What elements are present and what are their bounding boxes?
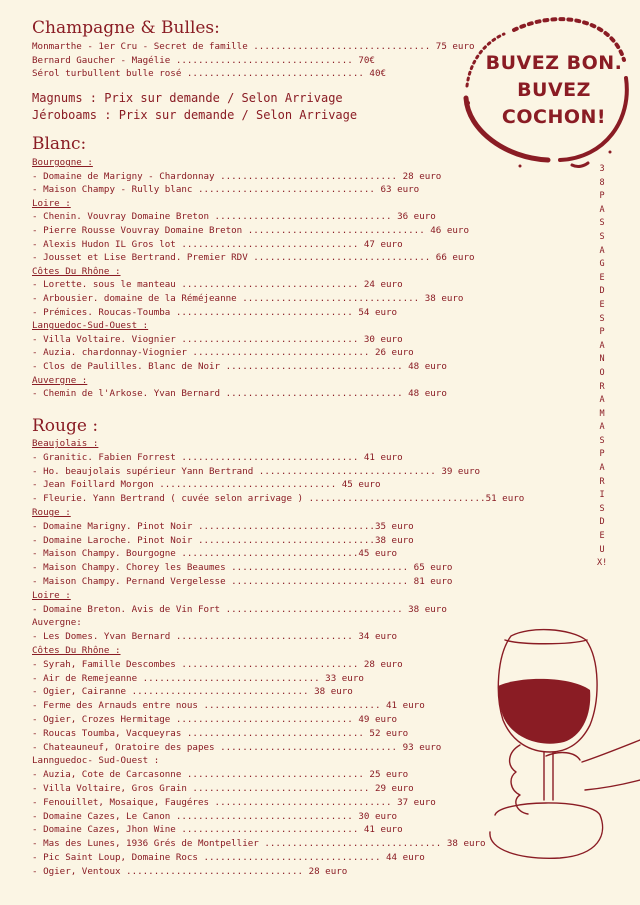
wine-item: Auvergne: bbox=[32, 617, 82, 629]
rouge-heading: Rouge : bbox=[32, 416, 99, 436]
wine-item: - Auzia. chardonnay-Viognier ................................ 26 euro bbox=[32, 347, 414, 359]
wine-item: - Prémices. Roucas-Toumba ................................ 54 euro bbox=[32, 306, 398, 318]
wine-item: - Pierre Rousse Vouvray Domaine Breton ................................ 46 euro bbox=[32, 225, 469, 236]
wine-item: - Clos de Paulilles. Blanc de Noir ................................ 48 euro bbox=[32, 361, 447, 372]
wine-item: - Domaine Laroche. Pinot Noir ................................38 euro bbox=[32, 534, 414, 546]
stamp-line: BUVEZ BON. bbox=[485, 52, 623, 74]
region-heading: Côtes Du Rhône : bbox=[32, 645, 121, 656]
wine-item: - Maison Champy - Rully blanc ................................ 63 euro bbox=[32, 184, 420, 196]
wine-item: - Alexis Hudon IL Gros lot ................................ 47 euro bbox=[32, 238, 403, 250]
champagne-item: Bernard Gaucher - Magélie ................................ 70€ bbox=[32, 55, 375, 66]
wine-item: - Domaine Cazes, Le Canon ................................ 30 euro bbox=[32, 810, 398, 822]
wine-item: - Fenouillet, Mosaique, Faugéres ................................ 37 euro bbox=[32, 796, 436, 808]
wine-item: - Mas des Lunes, 1936 Grés de Montpellier ................................ 38 euro bbox=[32, 838, 486, 850]
region-heading: Loire : bbox=[32, 589, 71, 601]
region-heading: Bourgogne : bbox=[32, 157, 93, 168]
wine-item: - Les Domes. Yvan Bernard ................................ 34 euro bbox=[32, 631, 398, 643]
wine-item: - Chenin. Vouvray Domaine Breton ................................ 36 euro bbox=[32, 211, 436, 223]
wine-item: - Pic Saint Loup, Domaine Rocs ................................ 44 euro bbox=[32, 852, 425, 863]
wine-item: - Ogier, Crozes Hermitage ................................ 49 euro bbox=[32, 714, 398, 725]
wine-item: - Air de Remejeanne ................................ 33 euro bbox=[32, 672, 364, 684]
wine-item: - Maison Champy. Pernand Vergelesse ................................ 81 euro bbox=[32, 576, 453, 587]
wine-item: - Domaine Cazes, Jhon Wine ................................ 41 euro bbox=[32, 824, 403, 836]
blanc-heading: Blanc: bbox=[32, 134, 87, 154]
magnums-note: Magnums : Prix sur demande / Selon Arrivage bbox=[32, 91, 343, 105]
stamp-line: BUVEZ bbox=[517, 79, 591, 101]
wine-item: - Syrah, Famille Descombes ................................ 28 euro bbox=[32, 658, 403, 670]
wine-item: - Lorette. sous le manteau ................................ 24 euro bbox=[32, 279, 403, 291]
wine-item: - Arbousier. domaine de la Réméjeanne ................................ 38 euro bbox=[32, 293, 464, 304]
wine-item: - Granitic. Fabien Forrest ................................ 41 euro bbox=[32, 451, 403, 463]
wine-item: - Ogier, Ventoux ................................ 28 euro bbox=[32, 865, 348, 877]
wine-item: - Jousset et Lise Bertrand. Premier RDV ................................ 66 euro bbox=[32, 252, 475, 264]
wine-item: - Domaine de Marigny - Chardonnay ................................ 28 euro bbox=[32, 170, 442, 182]
vertical-address: 38PASSAGEDESPANORAMASPARISDEUX! bbox=[597, 164, 608, 569]
wine-item: - Ho. beaujolais supérieur Yann Bertrand ................................ 39 euro bbox=[32, 465, 481, 477]
wine-item: - Domaine Breton. Avis de Vin Fort ................................ 38 euro bbox=[32, 603, 447, 615]
region-heading: Beaujolais : bbox=[32, 438, 99, 449]
wine-item: - Auzia, Cote de Carcasonne ................................ 25 euro bbox=[32, 769, 409, 781]
wine-item: - Villa Voltaire, Gros Grain ................................ 29 euro bbox=[32, 783, 414, 794]
wine-item: - Maison Champy. Bourgogne ................................45 euro bbox=[32, 548, 398, 560]
champagne-heading: Champagne & Bulles: bbox=[32, 18, 220, 38]
wine-item: - Chemin de l'Arkose. Yvan Bernard ................................ 48 euro bbox=[32, 388, 447, 400]
region-heading: Auvergne : bbox=[32, 374, 88, 386]
wine-item: - Villa Voltaire. Viognier ................................ 30 euro bbox=[32, 333, 403, 345]
region-heading: Côtes Du Rhône : bbox=[32, 265, 121, 277]
wine-item: - Jean Foillard Morgon ................................ 45 euro bbox=[32, 479, 381, 491]
region-heading: Loire : bbox=[32, 197, 71, 209]
wine-item: - Fleurie. Yann Bertrand ( cuvée selon arrivage ) ................................51 euro bbox=[32, 493, 525, 505]
region-heading: Languedoc-Sud-Ouest : bbox=[32, 320, 149, 332]
wine-item: - Ogier, Cairanne ................................ 38 euro bbox=[32, 686, 353, 698]
wine-item: Lannguedoc- Sud-Ouest : bbox=[32, 755, 160, 767]
wine-item: - Roucas Toumba, Vacqueyras ................................ 52 euro bbox=[32, 727, 409, 739]
wine-item: - Maison Champy. Chorey les Beaumes ................................ 65 euro bbox=[32, 562, 453, 574]
champagne-item: Sérol turbullent bulle rosé ................................ 40€ bbox=[32, 68, 387, 79]
stamp-line: COCHON! bbox=[501, 106, 607, 128]
jeroboams-note: Jéroboams : Prix sur demande / Selon Arrivage bbox=[32, 108, 358, 122]
wine-item: - Ferme des Arnauds entre nous ................................ 41 euro bbox=[32, 700, 425, 712]
region-heading: Rouge : bbox=[32, 507, 71, 518]
wine-item: - Chateauneuf, Oratoire des papes ................................ 93 euro bbox=[32, 741, 442, 753]
wine-item: - Domaine Marigny. Pinot Noir ................................35 euro bbox=[32, 520, 414, 532]
champagne-item: Monmarthe - 1er Cru - Secret de famille ................................ 75 euro bbox=[32, 41, 475, 52]
